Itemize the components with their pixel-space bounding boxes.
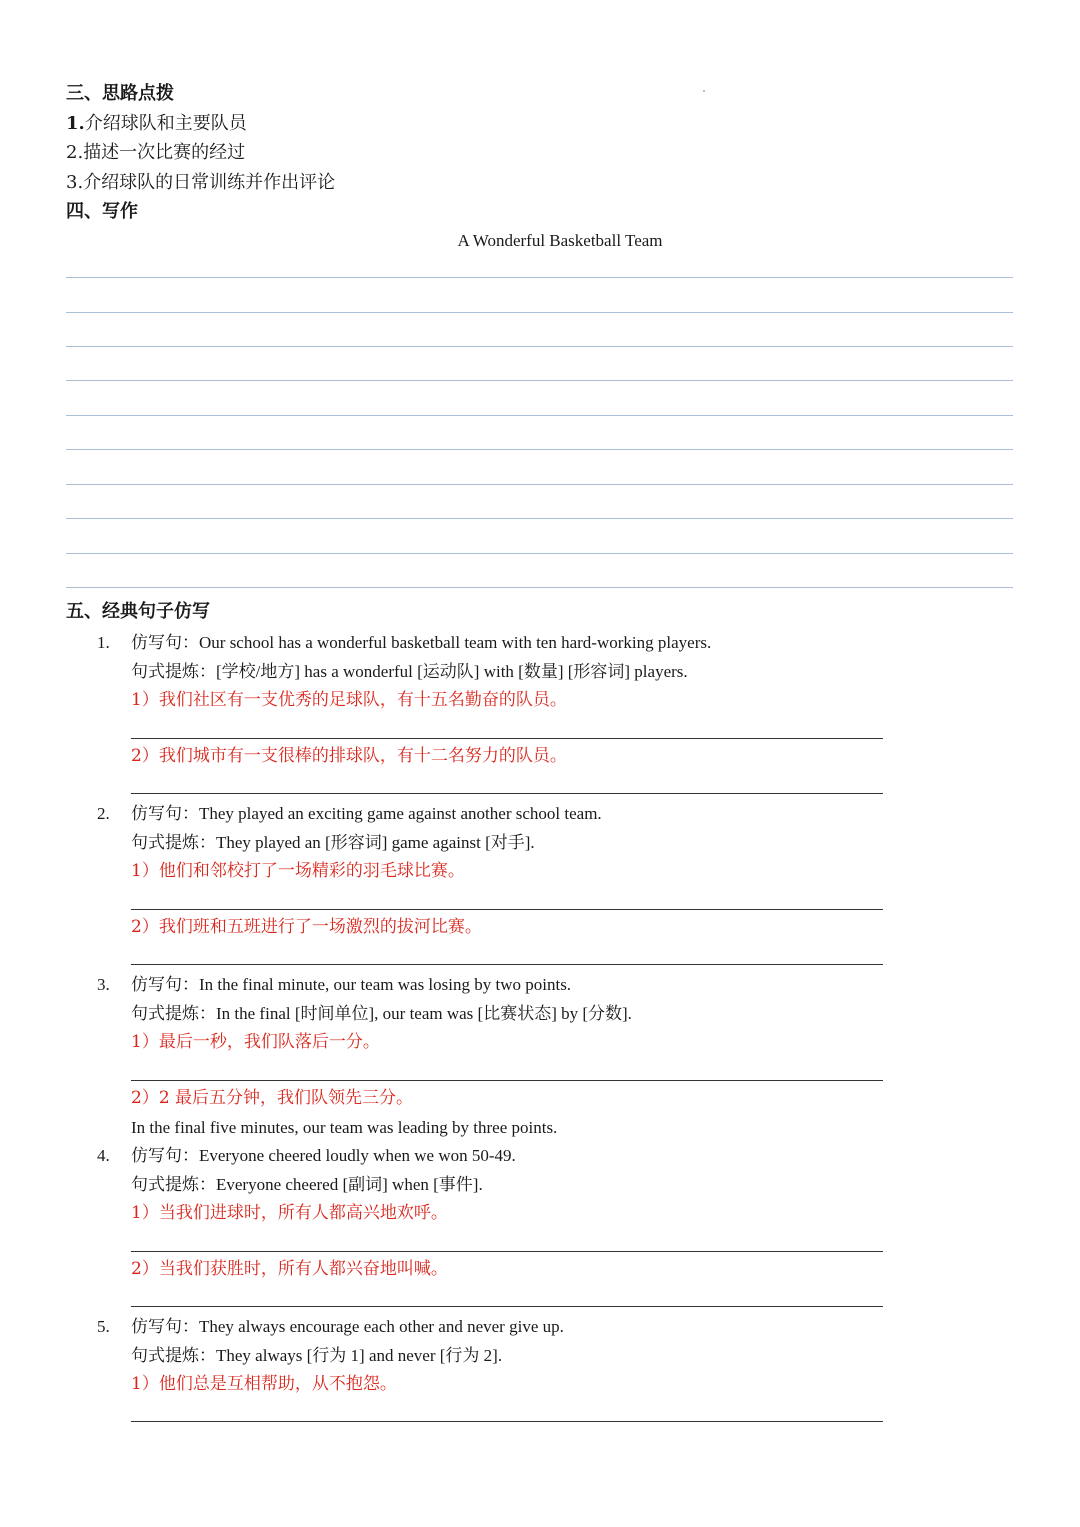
writing-line[interactable] bbox=[66, 415, 1013, 416]
translation-task: 1）我们社区有一支优秀的足球队，有十五名勤奋的队员。 bbox=[131, 690, 567, 710]
model-sentence: 仿写句：They played an exciting game against another school team. bbox=[131, 804, 602, 824]
writing-line[interactable] bbox=[66, 587, 1013, 588]
sentence-pattern: 句式提炼：Everyone cheered [副词] when [事件]. bbox=[131, 1175, 483, 1195]
item-number: 3. bbox=[97, 975, 110, 994]
writing-line[interactable] bbox=[66, 277, 1013, 278]
section3-heading: 三、思路点拨 bbox=[66, 83, 174, 104]
answer-line[interactable] bbox=[131, 1080, 883, 1081]
item-number: 4. bbox=[97, 1146, 110, 1165]
model-sentence: 仿写句：They always encourage each other and never give up. bbox=[131, 1317, 564, 1337]
translation-task: 2）2 最后五分钟，我们队领先三分。 bbox=[131, 1088, 414, 1108]
hint-item-1: 1.介绍球队和主要队员 bbox=[66, 113, 247, 134]
writing-line[interactable] bbox=[66, 518, 1013, 519]
section4-heading: 四、写作 bbox=[66, 201, 138, 222]
translation-task: 2）当我们获胜时，所有人都兴奋地叫喊。 bbox=[131, 1259, 448, 1279]
answer-line[interactable] bbox=[131, 793, 883, 794]
item-number: 5. bbox=[97, 1317, 110, 1336]
writing-line[interactable] bbox=[66, 553, 1013, 554]
sentence-pattern: 句式提炼：They always [行为 1] and never [行为 2]. bbox=[131, 1346, 503, 1366]
stray-dot bbox=[703, 90, 705, 92]
item-number: 2. bbox=[97, 804, 110, 823]
essay-title: A Wonderful Basketball Team bbox=[457, 231, 663, 250]
sentence-pattern: 句式提炼：[学校/地方] has a wonderful [运动队] with [数量] [形容词] players. bbox=[131, 662, 688, 682]
translation-task: 1）当我们进球时，所有人都高兴地欢呼。 bbox=[131, 1203, 448, 1223]
writing-line[interactable] bbox=[66, 346, 1013, 347]
answer-line[interactable] bbox=[131, 909, 883, 910]
translation-task: 1）他们和邻校打了一场精彩的羽毛球比赛。 bbox=[131, 861, 465, 881]
translation-task: 1）最后一秒，我们队落后一分。 bbox=[131, 1032, 380, 1052]
translation-task: 2）我们班和五班进行了一场激烈的拔河比赛。 bbox=[131, 917, 482, 937]
translation-task: 2）我们城市有一支很棒的排球队，有十二名努力的队员。 bbox=[131, 746, 567, 766]
sentence-pattern: 句式提炼：In the final [时间单位], our team was [比赛状态] by [分数]. bbox=[131, 1004, 632, 1024]
section5-heading: 五、经典句子仿写 bbox=[66, 601, 210, 622]
answer-line[interactable] bbox=[131, 964, 883, 965]
model-sentence: 仿写句：Our school has a wonderful basketball team with ten hard-working players. bbox=[131, 633, 712, 653]
writing-line[interactable] bbox=[66, 484, 1013, 485]
model-sentence: 仿写句：In the final minute, our team was losing by two points. bbox=[131, 975, 572, 995]
answer-line[interactable] bbox=[131, 738, 883, 739]
sentence-pattern: 句式提炼：They played an [形容词] game against [对手]. bbox=[131, 833, 535, 853]
hint-item-3: 3.介绍球队的日常训练并作出评论 bbox=[66, 172, 336, 193]
writing-line[interactable] bbox=[66, 380, 1013, 381]
writing-line[interactable] bbox=[66, 449, 1013, 450]
answer-line[interactable] bbox=[131, 1421, 883, 1422]
answer-text: In the final five minutes, our team was leading by three points. bbox=[131, 1118, 558, 1137]
hint-item-2: 2.描述一次比赛的经过 bbox=[66, 142, 246, 163]
item-number: 1. bbox=[97, 633, 110, 652]
answer-line[interactable] bbox=[131, 1306, 883, 1307]
answer-line[interactable] bbox=[131, 1251, 883, 1252]
translation-task: 1）他们总是互相帮助，从不抱怨。 bbox=[131, 1374, 397, 1394]
model-sentence: 仿写句：Everyone cheered loudly when we won 50-49. bbox=[131, 1146, 516, 1166]
writing-line[interactable] bbox=[66, 312, 1013, 313]
